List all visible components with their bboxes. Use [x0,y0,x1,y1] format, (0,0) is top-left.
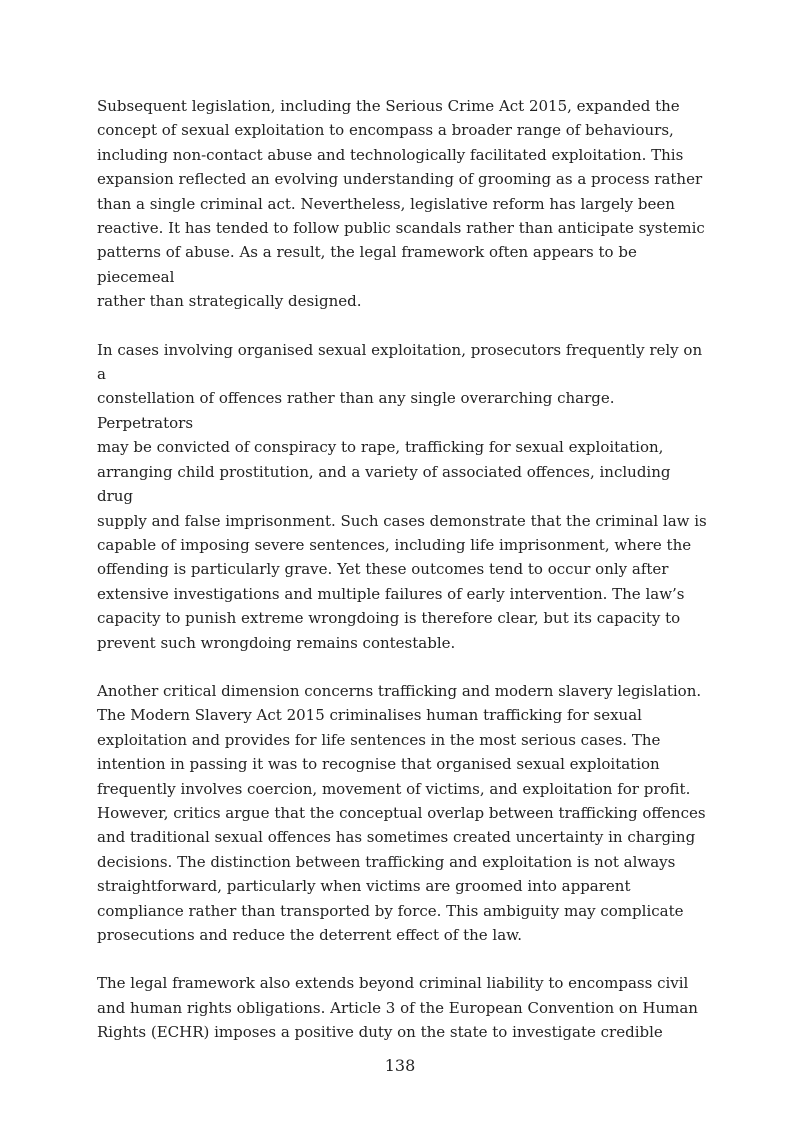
paragraph-organised-exploitation: In cases involving organised sexual exploitation, prosecutors frequently rely on a constellation of offences rather than any single overarching charge. Perpetrators may be convicted of conspiracy to rape, trafficking for sexual exploitation, arranging child prostitution, and a variety of associated offences, including drug supply and false imprisonment. Such cases demonstrate that the criminal law is capable of imposing severe sentences, including life imprisonment, where the offending is particularly grave. Yet these outcomes tend to occur only after extensive investigations and multiple failures of early intervention. The law’s capacity to punish extreme wrongdoing is therefore clear, but its capacity to prevent such wrongdoing remains contestable. [97,340,707,652]
page-body [97,94,707,1069]
page-number: 138 [384,1056,416,1075]
paragraph-serious-crime-act: Subsequent legislation, including the Serious Crime Act 2015, expanded the concept of sexual exploitation to encompass a broader range of behaviours, including non-contact abuse and technologically facilitated exploitation. This expansion reflected an evolving understanding of grooming as a process rather than a single criminal act. Nevertheless, legislative reform has largely been reactive. It has tended to follow public scandals rather than anticipate systemic patterns of abuse. As a result, the legal framework often appears to be piecemeal rather than strategically designed. [97,97,705,311]
paragraph-modern-slavery: Another critical dimension concerns trafficking and modern slavery legislation. The Modern Slavery Act 2015 criminalises human trafficking for sexual exploitation and provides for life sentences in the most serious cases. The intention in passing it was to recognise that organised sexual exploitation frequently involves coercion, movement of victims, and exploitation for profit. However, critics argue that the conceptual overlap between trafficking offences and traditional sexual offences has sometimes created uncertainty in charging decisions. The distinction between trafficking and exploitation is not always straightforward, particularly when victims are groomed into apparent compliance rather than transported by force. This ambiguity may complicate prosecutions and reduce the deterrent effect of the law. [97,681,706,944]
paragraph-human-rights: The legal framework also extends beyond criminal liability to encompass civil and human rights obligations. Article 3 of the European Convention on Human Rights (ECHR) imposes a positive duty on the state to investigate credible [97,974,698,1042]
